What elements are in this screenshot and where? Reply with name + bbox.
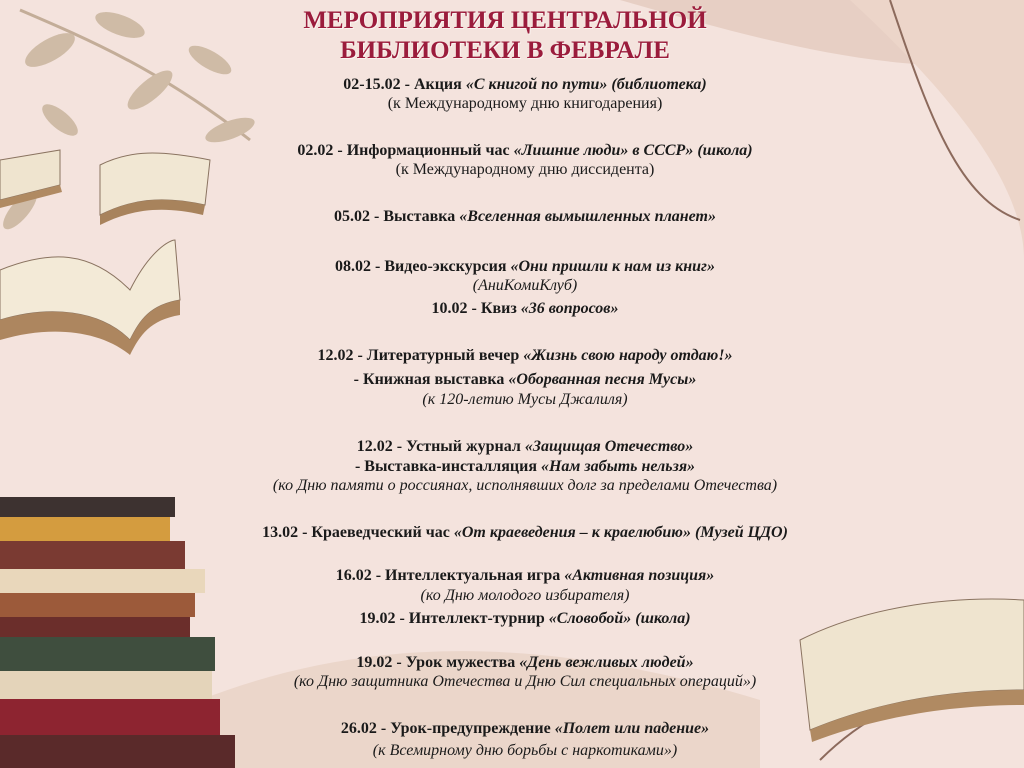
title-line-2: БИБЛИОТЕКИ В ФЕВРАЛЕ — [340, 37, 670, 64]
page-title — [240, 6, 770, 66]
event-name: «Активная позиция» — [564, 567, 715, 584]
event-main: 05.02 - Выставка — [334, 208, 460, 225]
event-item — [120, 258, 930, 276]
event-item — [120, 458, 930, 476]
event-name: «Оборванная песня Мусы» — [508, 371, 697, 388]
event-main: 02-15.02 - Акция — [343, 76, 466, 93]
event-note: (к 120-летию Мусы Джалиля) — [422, 391, 628, 408]
title-line-1: МЕРОПРИЯТИЯ ЦЕНТРАЛЬНОЙ — [303, 7, 707, 34]
event-main: 02.02 - Информационный час — [297, 142, 514, 159]
event-name: «Лишние люди» в СССР» (школа) — [513, 142, 753, 159]
event-item — [120, 347, 930, 365]
event-item — [120, 567, 930, 585]
event-name: «Защищая Отечество» — [524, 438, 694, 455]
event-main: 16.02 - Интеллектуальная игра — [335, 567, 565, 584]
event-item — [120, 438, 930, 456]
event-name: «День вежливых людей» — [519, 654, 694, 671]
event-main: - Выставка-инсталляция — [354, 458, 541, 475]
event-item — [120, 76, 930, 94]
event-name: «Нам забыть нельзя» — [540, 458, 696, 475]
event-note: (к Всемирному дню борьбы с наркотиками») — [372, 742, 678, 759]
event-main: 19.02 - Урок мужества — [356, 654, 520, 671]
event-name: «36 вопросов» — [520, 300, 619, 317]
event-name: «Словобой» (школа) — [548, 610, 691, 627]
event-note: (ко Дню памяти о россиянах, исполнявших долг за пределами Отечества) — [272, 477, 778, 494]
event-main: 08.02 - Видео-экскурсия — [335, 258, 511, 275]
event-main: 13.02 - Краеведческий час — [262, 524, 454, 541]
event-main: 26.02 - Урок-предупреждение — [340, 720, 555, 737]
event-name: «С книгой по пути» (библиотека) — [465, 76, 707, 93]
event-main: - Книжная выставка — [353, 371, 509, 388]
event-item — [120, 610, 930, 628]
event-main: 19.02 - Интеллект-турнир — [359, 610, 549, 627]
event-note: (к Международному дню книгодарения) — [387, 95, 663, 112]
event-name: «Полет или падение» — [554, 720, 710, 737]
event-item — [120, 208, 930, 226]
event-main: 12.02 - Устный журнал — [356, 438, 525, 455]
event-item — [120, 720, 930, 738]
event-note: (ко Дню защитника Отечества и Дню Сил специальных операций») — [293, 673, 757, 690]
event-name: «Они пришли к нам из книг» — [510, 258, 715, 275]
event-item — [120, 300, 930, 318]
event-item — [120, 654, 930, 672]
event-note: (АниКомиКлуб) — [472, 277, 578, 294]
event-note: (к Международному дню диссидента) — [395, 161, 655, 178]
event-note: (ко Дню молодого избирателя) — [420, 587, 630, 604]
event-main: 12.02 - Литературный вечер — [317, 347, 524, 364]
event-name: «Вселенная вымышленных планет» — [459, 208, 716, 225]
event-item — [120, 371, 930, 389]
event-item — [120, 142, 930, 160]
open-book-small-1 — [0, 150, 62, 208]
event-name: «От краеведения – к краелюбию» (Музей ЦДО) — [453, 524, 788, 541]
event-name: «Жизнь свою народу отдаю!» — [523, 347, 733, 364]
event-main: 10.02 - Квиз — [431, 300, 521, 317]
event-item — [120, 524, 930, 542]
